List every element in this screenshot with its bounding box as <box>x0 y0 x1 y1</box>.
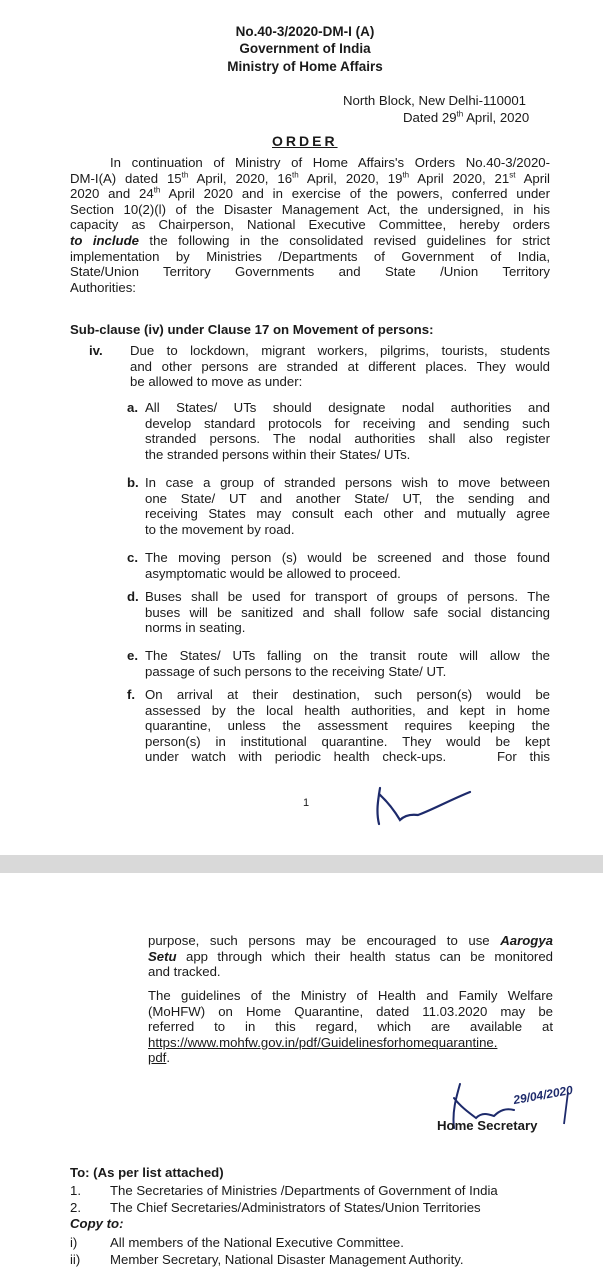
subitem-a-label: a. <box>127 400 138 415</box>
to-num: 1. <box>70 1183 81 1198</box>
order-number: No.40-3/2020-DM-I (A) <box>235 24 375 39</box>
item-iv-label: iv. <box>89 343 103 358</box>
copy-item: Member Secretary, National Disaster Management Authority. <box>110 1252 464 1267</box>
guideline-line: The guidelines of the Ministry of Health and Family Welfare <box>148 988 553 1003</box>
cont-line: and tracked. <box>148 964 221 980</box>
intro-line: Section 10(2)(l) of the Disaster Management Act, the undersigned, in his <box>70 201 550 217</box>
office-address: North Block, New Delhi-110001 <box>343 93 527 108</box>
subitem-d-label: d. <box>127 589 139 604</box>
subitem-c-label: c. <box>127 550 138 565</box>
subitem-line: asymptomatic would be allowed to proceed. <box>145 565 401 581</box>
subitem-line: quarantine, unless the assessment requires keeping the <box>145 718 550 734</box>
subitem-e-text <box>145 648 550 679</box>
intro-line: DM-I(A) dated 15th April, 2020, 16th April, 2020, 19th April 2020, 21st April <box>70 170 550 186</box>
subitem-line: The States/ UTs falling on the transit route will allow the <box>145 648 550 663</box>
guideline-link-end[interactable]: pdf. <box>148 1050 171 1066</box>
order-title: ORDER <box>272 133 338 149</box>
subitem-line: under watch with periodic health check-ups. For this <box>145 749 550 765</box>
subitem-e-label: e. <box>127 648 138 663</box>
guideline-line: referred to in this regard, which are available at <box>148 1019 553 1035</box>
intro-line: State/Union Territory Governments and State /Union Territory <box>70 264 550 280</box>
page-separator <box>0 855 603 873</box>
to-item: The Chief Secretaries/Administrators of States/Union Territories <box>110 1200 481 1215</box>
subitem-b-label: b. <box>127 475 139 490</box>
intro-line: 2020 and 24th April 2020 and in exercise of the powers, conferred under <box>70 185 551 202</box>
to-heading: To: (As per list attached) <box>70 1165 224 1180</box>
guideline-link[interactable]: https://www.mohfw.gov.in/pdf/Guidelinesforhomequarantine. <box>148 1034 498 1050</box>
government-heading: Government of India <box>239 41 371 56</box>
subitem-line: On arrival at their destination, such person(s) would be <box>145 687 550 702</box>
item-line: Due to lockdown, migrant workers, pilgrims, tourists, students <box>130 343 550 358</box>
subitem-line: to the movement by road. <box>145 521 295 537</box>
copy-num: ii) <box>70 1252 81 1267</box>
initials-signature-icon <box>370 780 480 830</box>
subitem-line: buses will be sanitized and shall follow safe social distancing <box>145 604 550 620</box>
guideline-line: (MoHFW) on Home Quarantine, dated 11.03.2020 may be <box>148 1003 553 1019</box>
subitem-line: The moving person (s) would be screened and those found <box>145 550 550 565</box>
page-number: 1 <box>303 797 310 809</box>
subitem-line: Buses shall be used for transport of groups of persons. The <box>145 589 550 604</box>
subitem-f-text <box>145 687 550 765</box>
subitem-d-text <box>145 589 550 636</box>
to-num: 2. <box>70 1200 81 1215</box>
ministry-heading: Ministry of Home Affairs <box>227 59 383 74</box>
intro-line: In continuation of Ministry of Home Affairs's Orders No.40-3/2020- <box>110 155 550 170</box>
guidelines-paragraph <box>148 988 553 1066</box>
intro-paragraph <box>70 155 550 295</box>
subitem-b-text <box>145 475 550 537</box>
copy-heading: Copy to: <box>70 1216 124 1231</box>
subitem-line: All States/ UTs should designate nodal authorities and <box>145 400 550 415</box>
subitem-line: person(s) in institutional quarantine. They would be kept <box>145 733 550 749</box>
cont-line: Setu app through which their health status can be monitored <box>148 948 553 964</box>
to-item: The Secretaries of Ministries /Departments of Government of India <box>110 1183 498 1198</box>
subitem-line: In case a group of stranded persons wish to move between <box>145 475 550 490</box>
item-line: and other persons are stranded at different places. They would <box>130 358 550 374</box>
intro-line: to include the following in the consolidated revised guidelines for strict <box>70 232 550 248</box>
signature-date: 29/04/2020 <box>512 1082 574 1108</box>
order-date: Dated 29th April, 2020 <box>403 109 530 125</box>
subitem-line: stranded persons. The nodal authorities shall also register <box>145 431 550 447</box>
continuation-paragraph <box>148 933 553 980</box>
document-page-2 <box>0 873 603 1280</box>
subitem-line: one State/ UT and another State/ UT, the sending and <box>145 490 550 506</box>
copy-item: All members of the National Executive Committee. <box>110 1235 404 1250</box>
item-line: be allowed to move as under: <box>130 374 303 390</box>
subitem-line: norms in seating. <box>145 620 246 636</box>
subitem-line: develop standard protocols for receiving and sending such <box>145 415 550 431</box>
subitem-line: receiving States may consult each other and mutually agree <box>145 506 550 522</box>
item-iv-text <box>130 343 550 390</box>
subitem-line: passage of such persons to the receiving State/ UT. <box>145 663 447 679</box>
cont-line: purpose, such persons may be encouraged to use Aarogya <box>148 933 553 948</box>
intro-line: implementation by Ministries /Departments of Government of India, <box>70 248 550 264</box>
subclause-heading: Sub-clause (iv) under Clause 17 on Movement of persons: <box>70 322 434 337</box>
subitem-c-text <box>145 550 550 581</box>
signatory-title: Home Secretary <box>437 1118 538 1133</box>
subitem-line: assessed by the local health authorities, and kept in home <box>145 702 550 718</box>
intro-line: capacity as Chairperson, National Executive Committee, hereby orders <box>70 217 550 233</box>
subitem-line: the stranded persons within their States/ UTs. <box>145 446 411 462</box>
intro-line: Authorities: <box>70 279 136 295</box>
subitem-a-text <box>145 400 550 462</box>
copy-num: i) <box>70 1235 78 1250</box>
subitem-f-label: f. <box>127 687 136 702</box>
